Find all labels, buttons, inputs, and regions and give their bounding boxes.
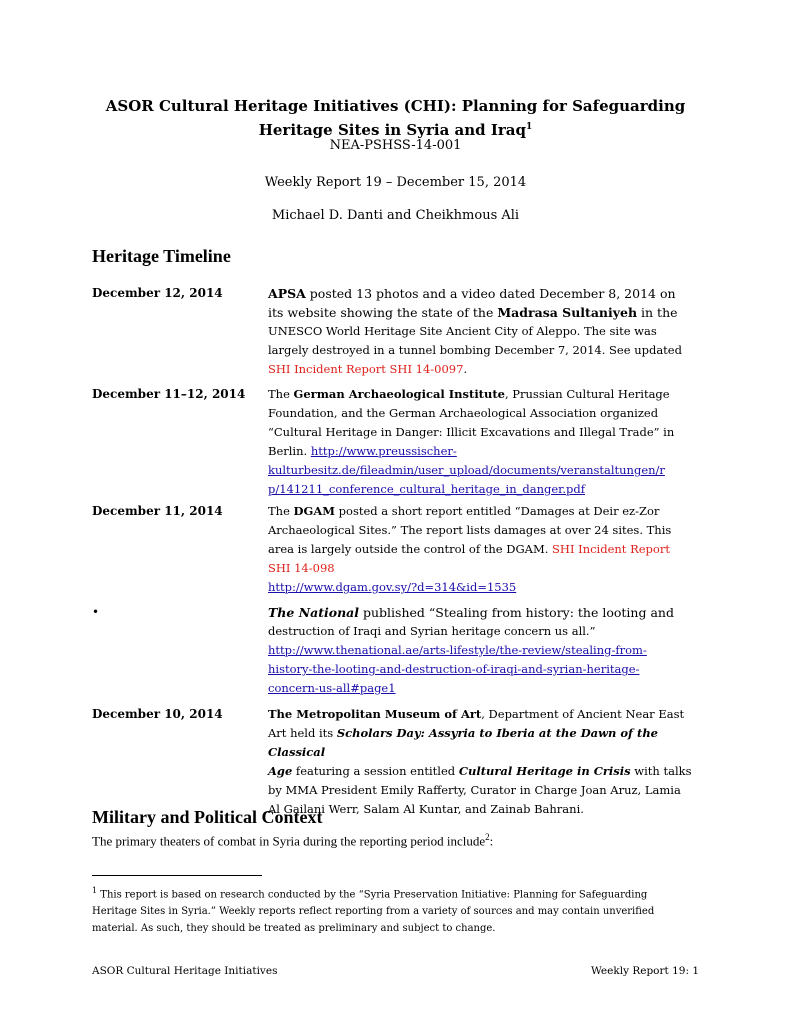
- session-title: Cultural Heritage in Crisis: [458, 764, 631, 778]
- report-title-line2: Heritage Sites in Syria and Iraq$^1$: [258, 121, 533, 139]
- military-context-heading: Military and Political Context: [92, 807, 323, 827]
- article-link[interactable]: http://www.thenational.ae/arts-lifestyle/the-review/stealing-from-: [268, 643, 647, 657]
- military-intro: The primary theaters of combat in Syria during the reporting period include$^2$:: [92, 832, 494, 849]
- event-title-cont: Age: [268, 764, 293, 778]
- report-title-line1: ASOR Cultural Heritage Initiatives (CHI): Planning for Safeguarding: [105, 97, 686, 115]
- authors: Michael D. Danti and Cheikhmous Ali: [271, 208, 520, 223]
- heritage-timeline-heading: Heritage Timeline: [92, 246, 231, 266]
- event-title: Scholars Day: Assyria to Iberia at the Dawn of the Classical: [268, 726, 658, 759]
- footnote-ref[interactable]: 2: [485, 832, 490, 842]
- entry-body: The DGAM posted a short report entitled “Damages at Deir ez-Zor Archaeological Sites.” The report lists damages at over 24 sites. This area is largely outside the control of the DGAM. SHI Incident Report SHI 14-098 http://www.dgam.gov.sy/?d=314&id=1535: [268, 502, 700, 597]
- org-name: APSA: [268, 286, 306, 301]
- place-name: Madrasa Sultaniyeh: [497, 305, 638, 320]
- footer-org: ASOR Cultural Heritage Initiatives: [92, 965, 278, 977]
- conference-link-cont[interactable]: p/141211_conference_cultural_heritage_in_danger.pdf: [268, 482, 586, 496]
- grant-number: NEA-PSHSS-14-001: [329, 138, 462, 153]
- report-date-line: Weekly Report 19 – December 15, 2014: [264, 175, 527, 190]
- footnote-ref[interactable]: 1: [526, 122, 533, 132]
- dgam-link[interactable]: http://www.dgam.gov.sy/?d=314&id=1535: [268, 580, 517, 594]
- conference-link[interactable]: http://www.preussischer-: [310, 444, 457, 458]
- entry-body: The National published “Stealing from history: the looting and destruction of Iraqi and Syrian heritage concern us all.” http://www.thenational.ae/arts-lifestyle/the-review/stealing-from- history-the-looting-and-destruction-of-iraqi-and-syrian-heritage- concern-us-all#page1: [268, 603, 700, 698]
- footnote-divider: [92, 875, 262, 876]
- conference-link-cont[interactable]: kulturbesitz.de/fileadmin/user_upload/documents/veranstaltungen/r: [268, 463, 665, 477]
- article-link-cont[interactable]: concern-us-all#page1: [268, 681, 396, 695]
- entry-body: APSA posted 13 photos and a video dated December 8, 2014 on its website showing the state of the Madrasa Sultaniyeh in the UNESCO World Heritage Site Ancient City of Aleppo. The site was largely destroyed in a tunnel bombing December 7, 2014. See updated SHI Incident Report SHI 14-0097.: [268, 286, 682, 376]
- incident-report-link-cont[interactable]: SHI 14-098: [268, 561, 335, 575]
- article-link-cont[interactable]: history-the-looting-and-destruction-of-iraqi-and-syrian-heritage-: [268, 662, 640, 676]
- entry-date: December 11–12, 2014: [92, 387, 246, 401]
- entry-body: The Metropolitan Museum of Art, Department of Ancient Near East Art held its Scholars Day: Assyria to Iberia at the Dawn of the Classical Age featuring a session entitled Cultural Heritage in Crisis with talks by MMA President Emily Rafferty, Curator in Charge Joan Aruz, Lamia Al Gailani Werr, Salam Al Kuntar, and Zainab Bahrani.: [268, 707, 692, 816]
- org-name: The Metropolitan Museum of Art: [268, 707, 482, 721]
- footnote-number: 1: [92, 886, 98, 895]
- incident-report-link[interactable]: SHI Incident Report SHI 14-0097: [268, 362, 464, 376]
- footnote: $^1$ This report is based on research conducted by the “Syria Preservation Initiative: Planning for Safeguarding Heritage Sites in Syria.” Weekly reports reflect reporting from a variety of sources and may contain unverified material. As such, they should be treated as preliminary and subject to change.: [92, 886, 655, 935]
- entry-date: December 12, 2014: [92, 286, 223, 300]
- org-name: The National: [268, 605, 360, 620]
- org-name: DGAM: [293, 504, 335, 518]
- incident-report-link[interactable]: SHI Incident Report: [552, 542, 670, 556]
- entry-body: The German Archaeological Institute, Prussian Cultural Heritage Foundation, and the German Archaeological Association organized “Cultural Heritage in Danger: Illicit Excavations and Illegal Trade” in Berlin. http://www.preussischer- kulturbesitz.de/fileadmin/user_upload/documents/veranstaltungen/r p/141211_conference_cultural_heritage_in_danger.pdf: [268, 385, 700, 499]
- entry-date: December 11, 2014: [92, 504, 223, 518]
- entry-date: December 10, 2014: [92, 707, 223, 721]
- org-name: German Archaeological Institute: [293, 387, 505, 401]
- footer-page-number: Weekly Report 19: 1: [590, 965, 699, 977]
- bullet-icon: •: [92, 605, 100, 619]
